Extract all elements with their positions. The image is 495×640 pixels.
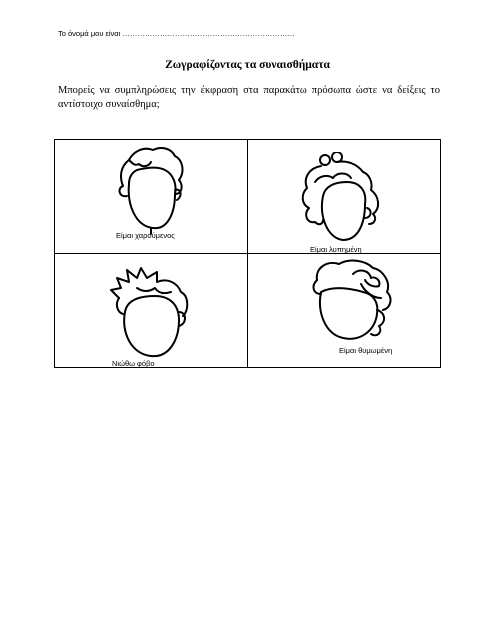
caption-fear: Νιώθω φόβο — [112, 359, 155, 368]
grid-divider-horizontal — [55, 253, 440, 254]
girl-face-outline-icon — [297, 152, 391, 250]
caption-happy: Είμαι χαρούμενος — [116, 231, 175, 240]
page-title: Ζωγραφίζοντας τα συναισθήματα — [165, 59, 330, 71]
boy-face-outline-icon — [105, 144, 195, 236]
caption-angry: Είμαι θυμωμένη — [339, 346, 393, 355]
name-line[interactable]: Το όνομά μου είναι …………………………………………………………… — [58, 29, 295, 38]
faces-grid — [54, 139, 441, 368]
spiky-hair-face-outline-icon — [103, 264, 199, 362]
wavy-hair-face-outline-icon — [303, 258, 395, 344]
caption-sad: Είμαι λυπημένη — [310, 245, 362, 254]
instructions-text: Μπορείς να συμπληρώσεις την έκφραση στα παρακάτω πρόσωπα ώστε να δείξεις το αντίστοιχο συναίσθημα; — [58, 85, 440, 110]
